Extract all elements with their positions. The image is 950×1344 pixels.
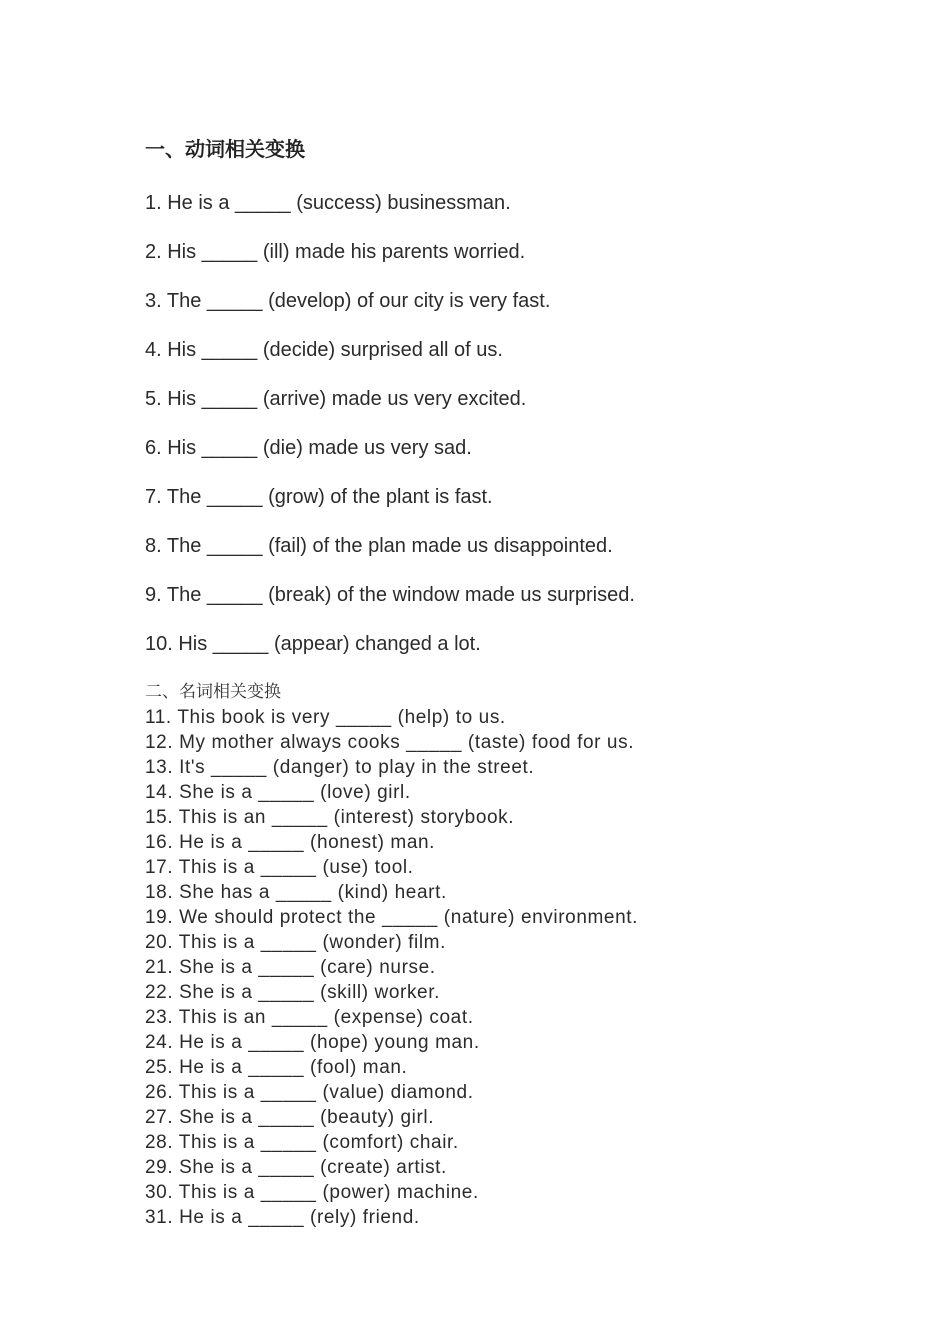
exercise-item-8: 8. The _____ (fail) of the plan made us disappointed. — [145, 535, 613, 557]
exercise-item-16: 16. He is a _____ (honest) man. — [145, 832, 436, 853]
exercise-item-27: 27. She is a _____ (beauty) girl. — [145, 1107, 435, 1128]
exercise-item-5: 5. His _____ (arrive) made us very excited. — [145, 388, 527, 410]
exercise-item-20: 20. This is a _____ (wonder) film. — [145, 932, 446, 953]
exercise-item-29: 29. She is a _____ (create) artist. — [145, 1157, 447, 1178]
exercise-item-25: 25. He is a _____ (fool) man. — [145, 1057, 408, 1078]
exercise-item-15: 15. This is an _____ (interest) storybook. — [145, 807, 515, 828]
section1-heading: 一、动词相关变换 — [145, 139, 305, 161]
exercise-item-21: 21. She is a _____ (care) nurse. — [145, 957, 436, 978]
exercise-item-6: 6. His _____ (die) made us very sad. — [145, 437, 472, 459]
section2-heading: 二、名词相关变换 — [145, 682, 281, 701]
exercise-item-11: 11. This book is very _____ (help) to us. — [145, 707, 506, 728]
exercise-item-24: 24. He is a _____ (hope) young man. — [145, 1032, 480, 1053]
exercise-item-9: 9. The _____ (break) of the window made us surprised. — [145, 584, 635, 606]
section-noun-transformations — [145, 683, 890, 1230]
exercise-item-3: 3. The _____ (develop) of our city is very fast. — [145, 290, 551, 312]
exercise-item-26: 26. This is a _____ (value) diamond. — [145, 1082, 474, 1103]
exercise-item-12: 12. My mother always cooks _____ (taste) food for us. — [145, 732, 635, 753]
exercise-item-31: 31. He is a _____ (rely) friend. — [145, 1207, 420, 1228]
exercise-item-7: 7. The _____ (grow) of the plant is fast. — [145, 486, 493, 508]
exercise-item-19: 19. We should protect the _____ (nature) environment. — [145, 907, 639, 928]
exercise-item-2: 2. His _____ (ill) made his parents worried. — [145, 241, 526, 263]
exercise-item-23: 23. This is an _____ (expense) coat. — [145, 1007, 474, 1028]
exercise-item-4: 4. His _____ (decide) surprised all of us. — [145, 339, 503, 361]
exercise-item-17: 17. This is a _____ (use) tool. — [145, 857, 414, 878]
exercise-item-10: 10. His _____ (appear) changed a lot. — [145, 633, 481, 655]
exercise-item-18: 18. She has a _____ (kind) heart. — [145, 882, 447, 903]
exercise-item-30: 30. This is a _____ (power) machine. — [145, 1182, 479, 1203]
exercise-item-1: 1. He is a _____ (success) businessman. — [145, 192, 511, 214]
exercise-item-13: 13. It's _____ (danger) to play in the street. — [145, 757, 535, 778]
exercise-item-14: 14. She is a _____ (love) girl. — [145, 782, 411, 803]
exercise-item-28: 28. This is a _____ (comfort) chair. — [145, 1132, 459, 1153]
section-verb-transformations — [145, 140, 890, 655]
exercise-item-22: 22. She is a _____ (skill) worker. — [145, 982, 440, 1003]
